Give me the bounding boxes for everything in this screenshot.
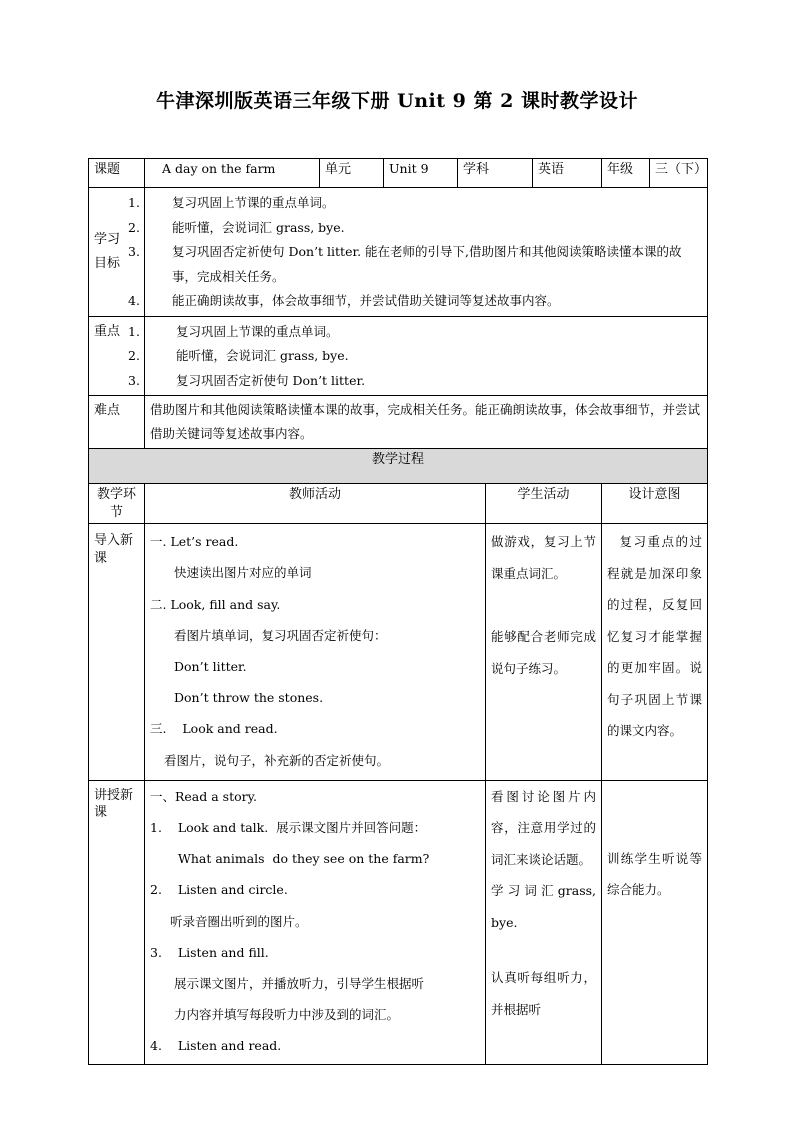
header-row (89, 159, 708, 188)
teacher-line: Don’t litter. (174, 658, 247, 674)
difficulty-content: 借助图片和其他阅读策略读懂本课的故事，完成相关任务。能正确朗读故事，体会故事细节，并尝试借助关键词等复述故事内容。 (145, 396, 708, 449)
teacher-activity (145, 524, 486, 781)
teacher-line: 一、Read a story. (150, 788, 257, 804)
teacher-line: 2. Listen and circle. (150, 882, 288, 898)
difficulty-row (89, 396, 708, 449)
lesson-plan-table (88, 158, 708, 1065)
document-title: 牛津深圳版英语三年级下册 Unit 9 第 2 课时教学设计 (156, 90, 638, 112)
teacher-line: 二. Look, fill and say. (150, 596, 281, 612)
stage-row-new (89, 780, 708, 1064)
topic-label: 课题 (89, 159, 145, 188)
col-intent: 设计意图 (602, 484, 708, 524)
keypoints-label: 重点 (89, 316, 145, 396)
teacher-line: 4. Listen and read. (150, 1038, 282, 1054)
teacher-line: 三. Look and read. (150, 721, 278, 737)
student-text: 学 习 词 汇 grass, bye. (491, 883, 597, 930)
design-intent (602, 524, 708, 781)
keypoint-item: 2. 能听懂，会说词汇 grass, bye. (128, 348, 349, 363)
keypoint-item: 3. 复习巩固否定祈使句 Don’t litter. (128, 372, 366, 388)
unit-value: Unit 9 (384, 159, 458, 188)
stage-name: 导入新课 (89, 524, 145, 781)
keypoint-item: 1. 复习巩固上节课的重点单词。 (128, 323, 339, 339)
goal-item: 2. 能听懂，会说词汇 grass, bye. (128, 219, 345, 235)
keypoints-content (128, 316, 708, 396)
teacher-line: Don’t throw the stones. (174, 690, 324, 706)
teacher-line: 一. Let’s read. (150, 534, 239, 550)
stage-name: 讲授新课 (89, 780, 145, 1064)
grade-label: 年级 (602, 159, 650, 188)
teacher-line: 展示课文图片，并播放听力，引导学生根据听 (174, 975, 425, 991)
teacher-line: 听录音圈出听到的图片。 (170, 913, 308, 929)
subject-value: 英语 (533, 159, 602, 188)
teacher-line: 力内容并填写每段听力中涉及到的词汇。 (174, 1007, 400, 1023)
teacher-line: 1. Look and talk. 展示课文图片并回答问题： (150, 819, 427, 835)
process-section-bar (89, 449, 708, 484)
difficulty-label: 难点 (89, 396, 145, 449)
process-title: 教学过程 (89, 449, 708, 484)
col-stage: 教学环节 (89, 484, 145, 524)
teacher-line: 看图片，说句子，补充新的否定祈使句。 (164, 752, 390, 768)
teacher-line: 看图片填单词，复习巩固否定祈使句： (174, 627, 387, 643)
goal-item: 3. 复习巩固否定祈使句 Don’t litter. 能在老师的引导下,借助图片和其他阅读策略读懂本课的故事，完成相关任务。 (128, 244, 682, 284)
design-intent (602, 780, 708, 1064)
subject-label: 学科 (458, 159, 533, 188)
intent-text: 训练学生听说等综合能力。 (607, 850, 703, 898)
goal-item: 1. 复习巩固上节课的重点单词。 (128, 195, 335, 210)
student-text: 看图讨论图片内容，注意用学过的词汇来谈论话题。 (491, 788, 597, 867)
intent-text: 复习重点的过程就是加深印象的过程，反复回忆复习才能掌握的更加牢固。说句子巩固上节课的课文内容。 (607, 534, 703, 739)
unit-label: 单元 (320, 159, 384, 188)
teacher-activity (145, 780, 486, 1064)
col-student: 学生活动 (486, 484, 602, 524)
stage-row-intro (89, 524, 708, 781)
goal-item: 4. 能正确朗读故事，体会故事细节，并尝试借助关键词等复述故事内容。 (128, 293, 560, 308)
goals-label: 学习 目标 (89, 188, 145, 317)
process-column-headers (89, 484, 708, 524)
teacher-line: 3. Listen and fill. (150, 944, 269, 960)
student-text: 认真听每组听力，并根据听 (491, 970, 597, 1017)
student-text: 能够配合老师完成说句子练习。 (491, 629, 597, 676)
keypoints-row (89, 316, 708, 396)
student-text: 做游戏，复习上节课重点词汇。 (491, 534, 597, 581)
goals-content (128, 188, 708, 317)
student-activity (486, 524, 602, 781)
grade-value: 三（下） (650, 159, 708, 188)
col-teacher: 教师活动 (145, 484, 486, 524)
goals-row (89, 188, 708, 317)
topic-value: A day on the farm (145, 159, 320, 188)
student-activity (486, 780, 602, 1064)
teacher-line: What animals do they see on the farm? (178, 851, 430, 867)
teacher-line: 快速读出图片对应的单词 (174, 565, 312, 581)
